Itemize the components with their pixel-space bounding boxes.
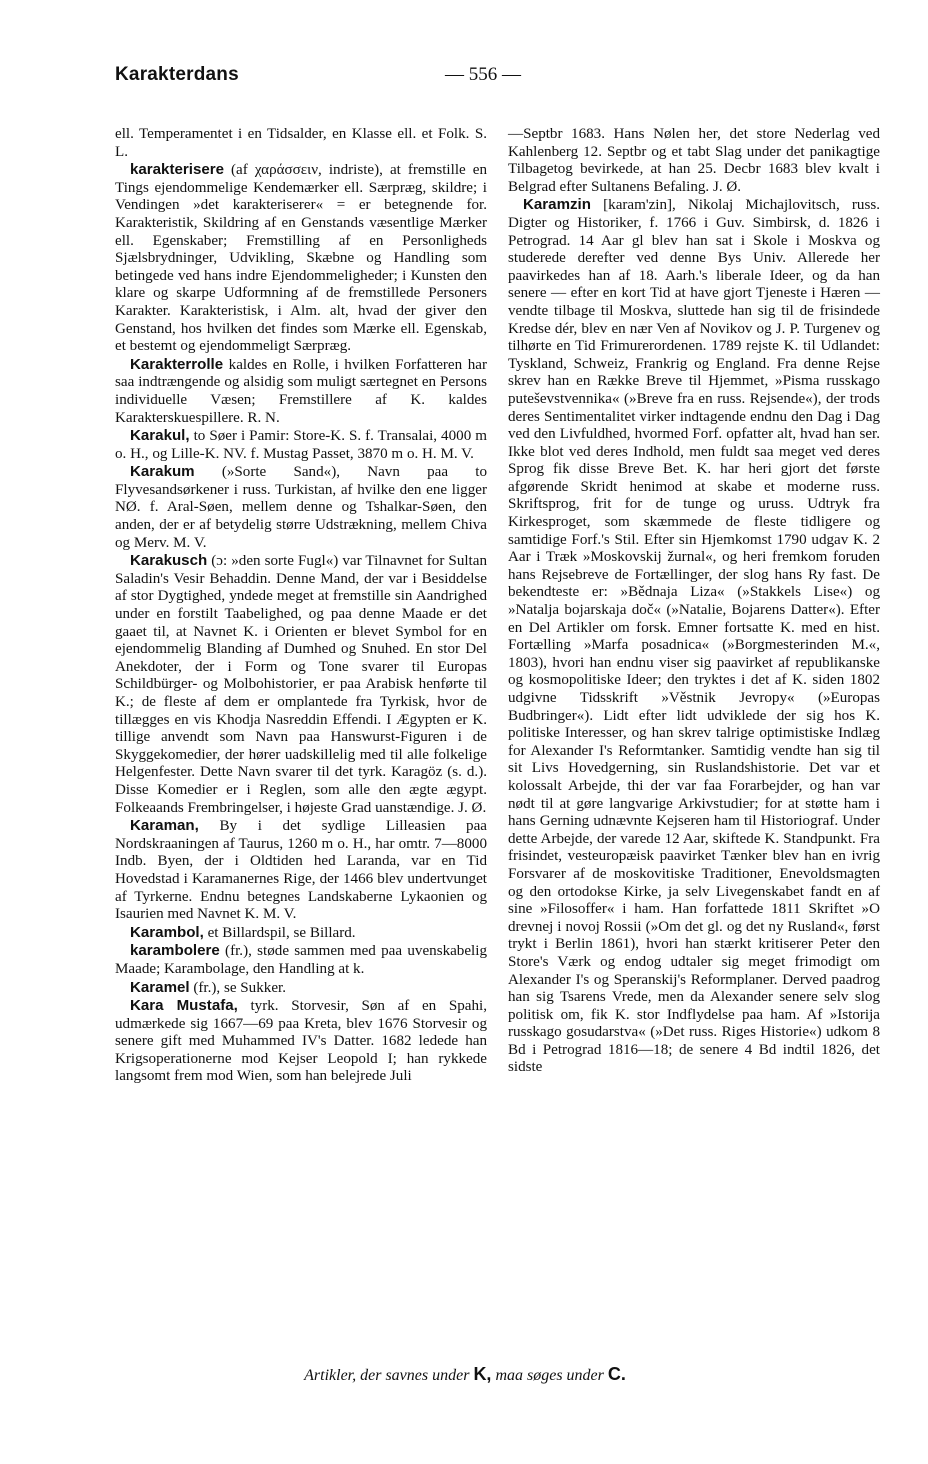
- entry: [115, 817, 487, 924]
- entry: [115, 427, 487, 463]
- entry-body: (»Sorte Sand«), Navn paa to Flyvesandsørkener i russ. Turkistan, af hvilke den ene ligger NØ. f. Aral-Søen, mellem denne og Tshalkar-Søen, den anden, der er af betydelig større Udstrækning, mellem Chiva og Merv. M. V.: [115, 464, 487, 551]
- left-column: [115, 126, 487, 1086]
- entry-headword: Karakum: [130, 463, 195, 481]
- entry: [115, 942, 487, 978]
- entry: [115, 997, 487, 1086]
- entry-headword: karambolere: [130, 942, 220, 960]
- entry: [115, 463, 487, 552]
- footer-letter-c: C.: [607, 1364, 626, 1384]
- entry: [508, 196, 880, 1077]
- footer-text: maa søges under: [491, 1367, 608, 1384]
- entry: [115, 161, 487, 356]
- entry-headword: Karambol,: [130, 923, 204, 941]
- entry-body: (ɔ: »den sorte Fugl«) var Tilnavnet for Sultan Saladin's Vesir Behaddin. Denne Mand, der var i Besiddelse af stor Dygtighed, yndede meget at fremstille sin Aandrighed under en forstilt Taabelighed, og paa denne Maade er det gaaet til, at Navnet K. i Orienten er blevet Symbol for en ejendommelig Blanding af Dumhed og Snuhed. En stor Del Anekdoter, der i Form og Tone svarer til Europas Schildbürger- og Molbohistorier, er paa Arabisk henførte til K.; de fleste af dem er omplantede fra Tyrkisk, hvor de tillægges en vis Khodja Nasreddin Effendi. I Ægypten er K. tillige anvendt som Navn paa Hanswurst-Figuren i de Skyggekomedier, der hører uadskillelig med til alle folkelige Helgenfester. Dette Navn svarer til det tyrk. Karagöz (s. d.). Disse Komedier er i Reglen, som alle den ægte ægypt. Folkeaands Frembringelser, i højeste Grad uanstændige. J. Ø.: [115, 553, 487, 816]
- entry-body: [karam'zin], Nikolaj Michajlovitsch, russ. Digter og Historiker, f. 1766 i Guv. Simbirsk, d. 1826 i Petrograd. 14 Aar gl blev han sat i Skole i Moskva og studerede derefter ved denne Bys Univ. Allerede her paavirkedes han af 18. Aarh.'s liberale Ideer, og da han senere — efter en kort Tid at have gjort Tjeneste i Hæren — vendte tilbage til Moskva, sluttede han sig til de frisindede Kredse dér, blev en nær Ven af Novikov og J. P. Turgenev og tilhørte en Tid Frimurerordenen. 1789 rejste K. til Udlandet: Tyskland, Schweiz, Frankrig og England. Fra denne Rejse skrev han en Række Breve til Hjemmet, »Pisma russkago puteševstvennika« (»Breve fra en russ. Rejsende«), der trods deres Sentimentalitet virker indtagende endnu den Dag i Dag ved den Livfuldhed, hvormed Forf. opfatter alt, hvad han ser. Ikke blot ved deres Indhold, men fuldt saa meget ved deres Sprog fik disse Breve Bet. K. har heri gjort det første afgørende Skridt henimod at skabe et moderne russ. Skriftsprog, frit for de tunge og uruss. Udtryk fra Kirkesproget, som skæmmede de fleste tidligere og samtidige Forf.'s Stil. Efter sin Hjemkomst 1790 udgav K. 2 Aar i Træk »Moskovskij žurnal«, og heri fremkom foruden hans Rejsebreve de Fortællinger, der slog hans Ry fast. De bekendteste er: »Bědnaja Liza« (»Stakkels Lise«) og »Natalja bojarskaja doč« (»Natalie, Bojarens Datter«). Efter en Del Artikler om forsk. Emner fortsatte K. med en hist. Fortælling »Marfa posadnica« (»Borgmesterinden M.«, 1803), hvori han endnu viser sig paavirket af republikanske og kosmopolitiske Ideer; den tryktes i det af K. siden 1802 udgivne Tidsskrift »Věstnik Jevropy« (»Europas Budbringer«). Lidt efter lidt udviklede der sig hos K. politiske Interesser, og han skrev talrige optimistiske Indlæg for Alexander I's Reformtanker. Samtidig vendte han sig til sit Livs Hovedgerning, sin Ruslandshistorie. Det var et kolossalt Arbejde, thi der var faa Forarbejder, og han var nødt til at gøre langvarige Arkivstudier; for at støtte ham i hans Gerning udnævnte Kejseren ham til Historiograf. Under dette Arbejde, der varede 12 Aar, skiftede K. Standpunkt. Fra frisindet, vesteuropæisk paavirket Tænker blev han en ivrig Forsvarer af de moskovitiske Traditioner, Enevoldsmagten og den ortodokse Kirke, ja selv Livegenskabet fandt en af sine »Filosoffer« i ham. Han forfattede 1811 Skriftet »O drevnej i novoj Rossii (»Om det gl. og det ny Rusland«, først trykt i Berlin 1861), hvori han stærkt kritiserer Peter den Store's Værk og endog udtaler sig meget frimodigt om Alexander I's og Speranskij's Reformplaner. Derved paadrog han sig Tsarens Vrede, men da Alexander senere selv slog politisk om, fik K. stor Indflydelse paa ham. Af »Istorija russkago gosudarstva« (»Det russ. Riges Historie«) udkom 8 Bd i Petrograd 1816—18; de senere 4 Bd indtil 1826, det sidste: [508, 197, 880, 1076]
- entry-body: (fr.), se Sukker.: [189, 979, 286, 996]
- continued-text: ell. Temperamentet i en Tidsalder, en Klasse ell. et Folk. S. L.: [115, 126, 487, 160]
- page-footer: [115, 1364, 815, 1385]
- page-number: — 556 —: [445, 64, 521, 85]
- entry: [115, 924, 487, 943]
- entry-headword: Karaman,: [130, 817, 199, 835]
- footer-letter-k: K,: [473, 1364, 492, 1384]
- entry-headword: Kara Mustafa,: [130, 997, 238, 1015]
- entry-headword: karakterisere: [130, 161, 224, 179]
- entry-headword: Karamzin: [523, 196, 591, 214]
- entry-headword: Karakul,: [130, 427, 190, 445]
- entry-headword: Karakusch: [130, 552, 208, 570]
- entry-body: (fr.), støde sammen med paa uvenskabelig Maade; Karambolage, den Handling at k.: [115, 943, 487, 977]
- entry-body: By i det sydlige Lilleasien paa Nordskraaningen af Taurus, 1260 m o. H., har omtr. 7—8000 Indb. Byen, der i Oldtiden hed Laranda, var en Tid Hovedstad i Karamanernes Rige, der 1466 blev undertvunget af Tyrkerne. Endnu betegnes Landskaberne Lykaonien og Isaurien med Navnet K. M. V.: [115, 818, 487, 923]
- entry: [115, 979, 487, 998]
- continued-text: —Septbr 1683. Hans Nølen her, det store Nederlag ved Kahlenberg 12. Septbr og et tabt Slag under det panikagtige Tilbagetog bevirkede, at han 25. Decbr 1683 blev kvalt i Belgrad efter Sultanens Befaling. J. Ø.: [508, 126, 880, 195]
- entry-body: kaldes en Rolle, i hvilken Forfatteren har saa indtrængende og alsidig som muligt særtegnet en Persons individuelle Væsen; Fremstillere af K. kaldes Karakterskuespillere. R. N.: [115, 356, 487, 426]
- running-title: Karakterdans: [115, 64, 239, 85]
- page-header: [115, 64, 815, 94]
- footer-text: Artikler, der savnes under: [304, 1367, 474, 1384]
- right-column: [508, 126, 880, 1077]
- entry-headword: Karamel: [130, 978, 190, 996]
- entry-body: to Søer i Pamir: Store-K. S. f. Transalai, 4000 m o. H., og Lille-K. NV. f. Mustag Passet, 3870 m o. H. M. V.: [115, 428, 487, 462]
- entry-headword: Karakterrolle: [130, 355, 224, 373]
- entry-body: et Billardspil, se Billard.: [203, 924, 356, 941]
- entry-body: tyrk. Storvesir, Søn af en Spahi, udmærkede sig 1667—69 paa Kreta, blev 1676 Storvesir og senere gift med Muhammed IV's Datter. 1682 ledede han Krigsoperationerne mod Kejser Leopold I; han rykkede langsomt frem mod Wien, som han belejrede Juli: [115, 998, 487, 1085]
- entry-body: (af χαράσσειν, indriste), at fremstille en Tings ejendommelige Kendemærker ell. Særpræg, skildre; i Vendingen »det karakteriserer« = er betegnende for. Karakteristik, Skildring af en Genstands væsentlige Mærker ell. Egenskaber; Fremstilling af en Personligheds Sjælsbrydninger, Udvikling, Skæbne og Handling som betingede ved hans indre Ejendommeligheder; i Kunsten den klare og skarpe Udformning af de fremstillede Personers Karakter. Karakteristisk, i Alm. alt, hvad der giver den Genstand, hos hvilken det findes som Mærke ell. Egenskab, et bestemt og ejendommeligt Særpræg.: [115, 162, 487, 355]
- entry: [115, 552, 487, 817]
- entry: [115, 356, 487, 427]
